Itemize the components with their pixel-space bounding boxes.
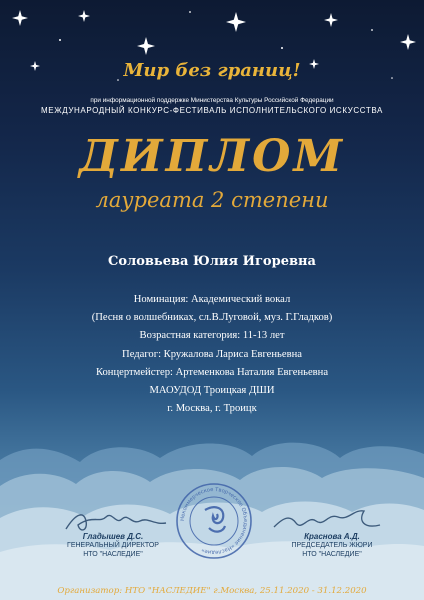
city-line: г. Москва, г. Троицк [167, 403, 257, 415]
signer-left [43, 532, 183, 559]
support-line: при информационной поддержке Министерства Культуры Российской Федерации [90, 97, 334, 104]
organization-seal [175, 482, 253, 560]
repertoire-line: (Песня о волшебниках, сл.В.Луговой, муз. Г.Гладков) [91, 312, 333, 324]
diploma-title: ДИПЛОМ [78, 131, 346, 182]
accompanist-line: Концертмейстер: Артеменкова Наталия Евгеньевна [95, 366, 329, 378]
signer-name: Краснова А.Д. [304, 532, 360, 541]
signer-right [262, 532, 402, 559]
star-icon [400, 34, 416, 50]
seal-emblem-icon [205, 507, 225, 531]
signer-organization: НТО "НАСЛЕДИЕ" [83, 551, 143, 558]
age-category-line: Возрастная категория: 11-13 лет [139, 330, 285, 342]
organizer-line: Организатор: НТО "НАСЛЕДИЕ" г.Москва, 25.11.2020 - 31.12.2020 [57, 586, 367, 596]
stars-decoration [0, 0, 424, 100]
signer-organization: НТО "НАСЛЕДИЕ" [302, 551, 362, 558]
award-details [0, 291, 424, 418]
seal-text: Некоммерческое Творческое Объединение «Наследие» [179, 486, 249, 556]
signer-position: ГЕНЕРАЛЬНЫЙ ДИРЕКТОР [67, 542, 159, 549]
star-icon [78, 10, 90, 22]
diploma-degree: лауреата 2 степени [95, 188, 329, 212]
festival-brand: Мир без границ! [123, 60, 301, 81]
nomination-line: Номинация: Академический вокал [133, 294, 291, 305]
festival-line: МЕЖДУНАРОДНЫЙ КОНКУРС-ФЕСТИВАЛЬ ИСПОЛНИТЕЛЬСКОГО ИСКУССТВА [41, 106, 383, 115]
recipient-name: Соловьева Юлия Игоревна [108, 254, 316, 269]
star-icon [12, 10, 28, 26]
signer-position: ПРЕДСЕДАТЕЛЬ ЖЮРИ [291, 542, 373, 549]
school-line: МАОУДОД Троицкая ДШИ [149, 385, 275, 397]
signer-name: Гладышев Д.С. [82, 532, 144, 541]
star-icon [137, 37, 155, 55]
star-icon [324, 13, 338, 27]
teacher-line: Педагог: Кружалова Лариса Евгеньевна [122, 348, 302, 360]
star-icon [226, 12, 246, 32]
